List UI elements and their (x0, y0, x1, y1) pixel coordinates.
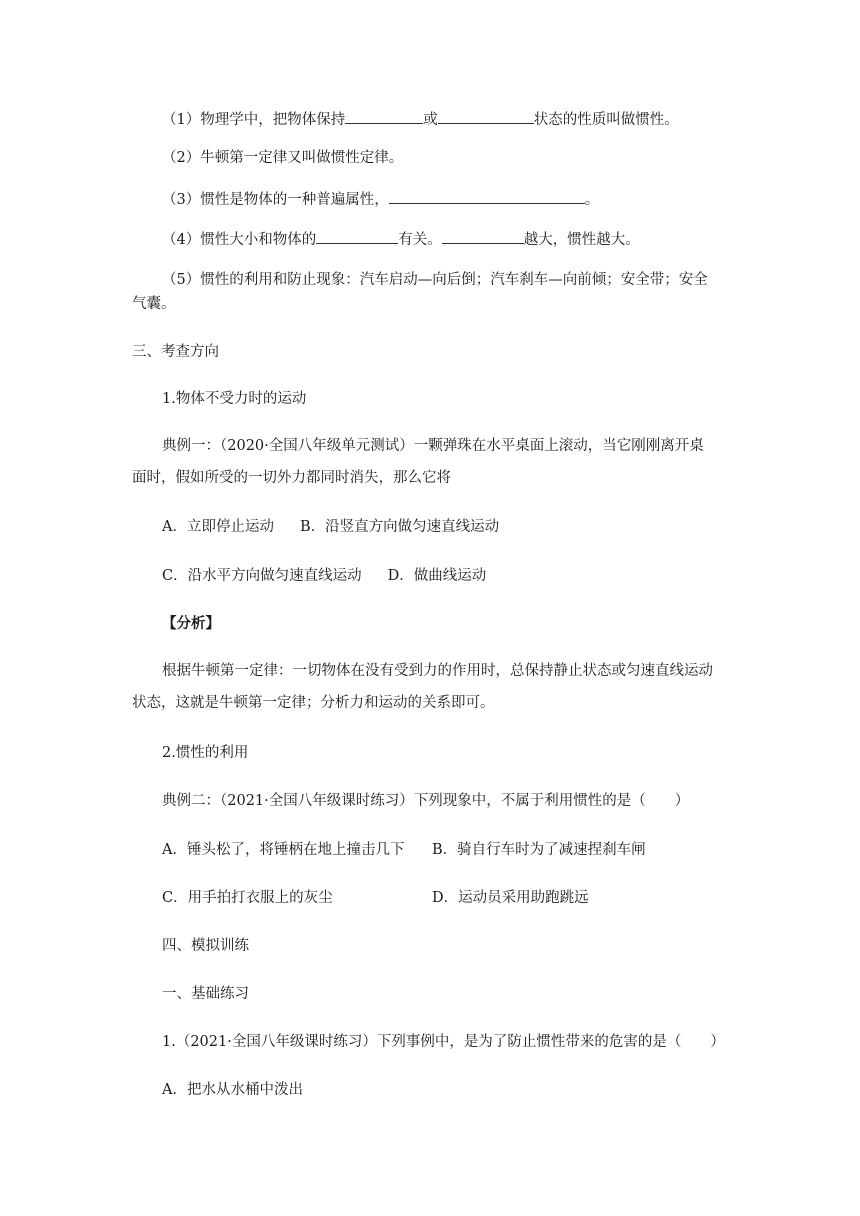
knowledge-item-3 (162, 188, 599, 210)
example-question-line-1: 典例一：（2020·全国八年级单元测试）一颗弹珠在水平桌面上滚动，当它刚刚离开桌 (162, 438, 704, 454)
option-d: D．运动员采用助跑跳远 (432, 890, 589, 906)
option-c: C．用手拍打衣服上的灰尘 (162, 890, 333, 906)
knowledge-item-2: （2）牛顿第一定律又叫做惯性定律。 (162, 150, 404, 166)
item3-text-after: 。 (584, 192, 600, 208)
topic-title: 1.物体不受力时的运动 (162, 391, 307, 407)
option-d: D．做曲线运动 (387, 568, 487, 584)
option-a: A．锤头松了，将锤柄在地上撞击几下 (162, 842, 405, 858)
item1-text-after: 状态的性质叫做惯性。 (533, 112, 679, 128)
analysis-label: 【分析】 (162, 615, 220, 632)
item4-text-before: （4）惯性大小和物体的 (162, 232, 317, 248)
knowledge-item-1 (162, 108, 679, 130)
section-heading: 四、模拟训练 (162, 938, 249, 954)
option-b: B．沿竖直方向做匀速直线运动 (299, 519, 500, 535)
options-row (162, 517, 499, 537)
knowledge-item-4 (162, 228, 640, 250)
fill-blank (389, 188, 585, 204)
item1-text-before: （1）物理学中，把物体保持 (162, 112, 346, 128)
option-a: A．立即停止运动 (162, 519, 274, 535)
item4-text-after: 越大，惯性越大。 (523, 232, 640, 248)
section-heading: 三、考查方向 (132, 344, 219, 360)
option-c: C．沿水平方向做匀速直线运动 (162, 568, 362, 584)
option-a: A．把水从水桶中泼出 (162, 1082, 303, 1098)
item3-text-before: （3）惯性是物体的一种普遍属性， (162, 192, 389, 208)
analysis-line-1: 根据牛顿第一定律：一切物体在没有受到力的作用时，总保持静止状态或匀速直线运动 (162, 663, 713, 679)
example-question: 典例二：（2021·全国八年级课时练习）下列现象中，不属于利用惯性的是（ ） (162, 793, 690, 809)
analysis-line-2: 状态，这就是牛顿第一定律；分析力和运动的关系即可。 (132, 695, 495, 711)
item4-text-mid: 有关。 (398, 232, 442, 248)
fill-blank (438, 108, 534, 124)
options-row (162, 566, 486, 586)
practice-question: 1.（2021·全国八年级课时练习）下列事例中，是为了防止惯性带来的危害的是（ ） (162, 1034, 725, 1050)
fill-blank (345, 108, 423, 124)
knowledge-item-5-line-2: 气囊。 (132, 296, 176, 312)
knowledge-item-5-line-1: （5）惯性的利用和防止现象：汽车启动—向后倒；汽车刹车—向前倾；安全带；安全 (162, 272, 708, 288)
sub-heading: 一、基础练习 (162, 986, 249, 1002)
example-question-line-2: 面时，假如所受的一切外力都同时消失，那么它将 (132, 470, 451, 486)
options-row (162, 888, 589, 908)
fill-blank (442, 228, 524, 244)
topic-title: 2.惯性的利用 (162, 745, 249, 761)
options-row (162, 840, 646, 860)
option-b: B．骑自行车时为了减速捏刹车闸 (432, 842, 646, 858)
fill-blank (316, 228, 398, 244)
item1-text-mid: 或 (423, 112, 438, 128)
